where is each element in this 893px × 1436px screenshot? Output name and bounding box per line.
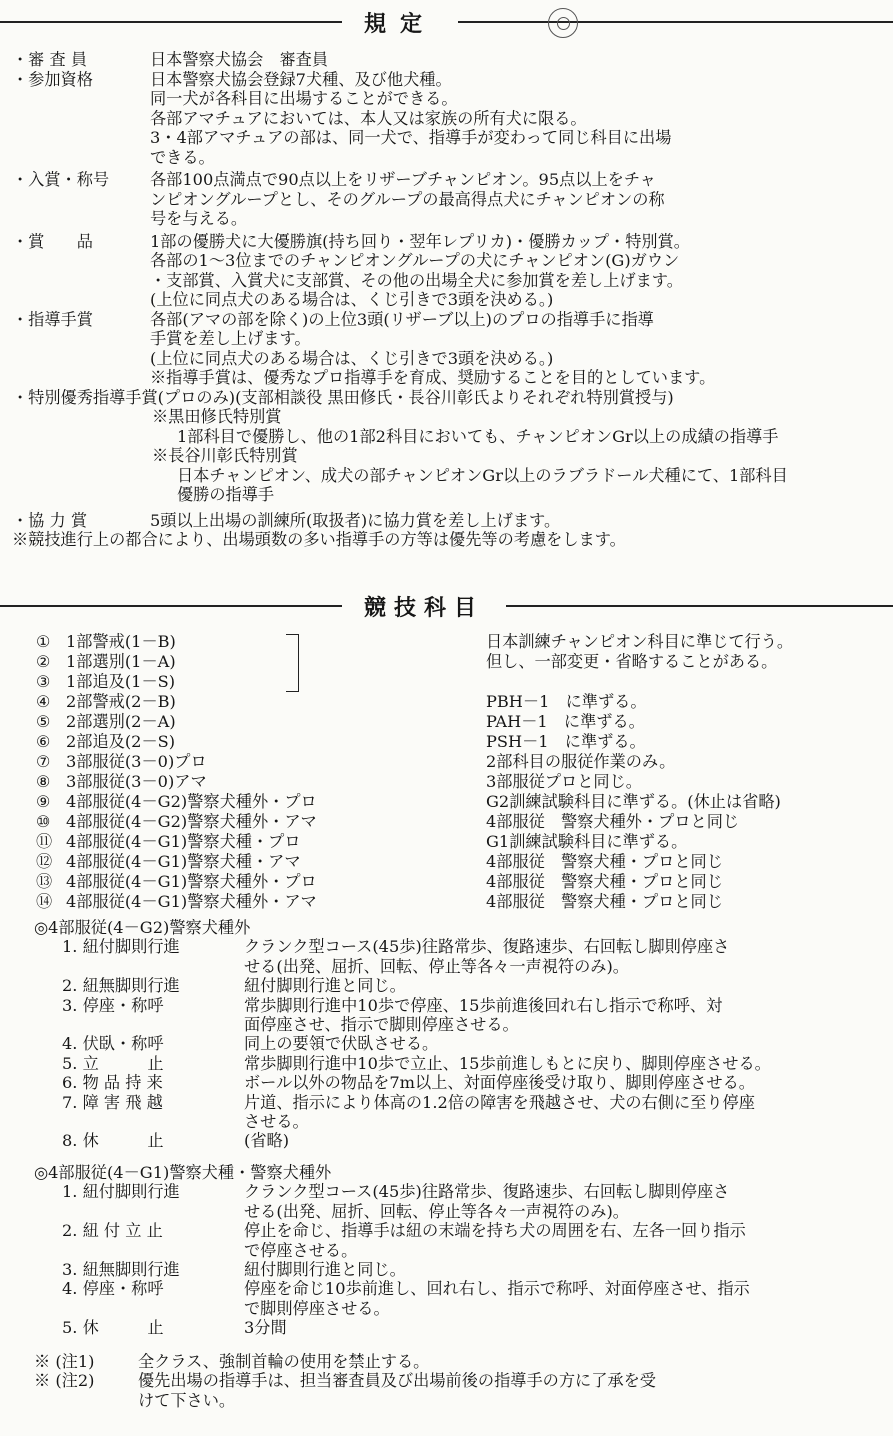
rule-item [12,70,887,168]
g1-item: 4. 停座・称呼 停座を命じ10歩前進し、回れ右し、指示で称呼、対面停座させ、指示 で脚則停座させる。 [62,1279,750,1318]
rule-text: (上位に同点犬のある場合は、くじ引きで3頭を決める。) [150,348,554,368]
rule-text: ンピオングループとし、そのグループの最高得点犬にチャンピオンの称 [150,189,665,209]
event-row: ② 1部選別(1－A) 但し、一部変更・省略することがある。 [36,652,778,671]
footnotes [34,1352,884,1410]
g1-section [34,1163,884,1338]
rule-text: 同一犬が各科目に出場することができる。 [150,89,458,108]
rule-text: ・支部賞、入賞犬に支部賞、その他の出場全犬に参加賞を差し上げます。 [150,270,683,290]
g1-item: 2. 紐 付 立 止 停止を命じ、指導手は紐の末端を持ち犬の周囲を右、左各一回り指示 で停座させる。 [62,1221,746,1260]
emblem-icon [548,8,578,38]
event-row: ⑫ 4部服従(4－G1)警察犬種・アマ 4部服従 警察犬種・プロと同じ [36,852,723,871]
g2-title: ◎4部服従(4－G2)警察犬種外 [34,918,251,937]
rule-text: (上位に同点犬のある場合は、くじ引きで3頭を決める。) [150,290,554,309]
rule-text: ※指導手賞は、優秀なプロ指導手を育成、奨励することを目的としています。 [150,368,716,387]
g2-section [34,918,884,1151]
rule-text: 3・4部アマチュアの部は、同一犬で、指導手が変わって同じ科目に出場 [150,128,672,147]
event-row: ⑪ 4部服従(4－G1)警察犬種・プロ G1訓練試験科目に準ずる。 [36,832,688,851]
g1-title: ◎4部服従(4－G1)警察犬種・警察犬種外 [34,1163,332,1182]
rule-text: 各部アマチュアにおいては、本人又は家族の所有犬に限る。 [150,108,587,128]
hasegawa-award-title: ※長谷川彰氏特別賞 [152,446,298,465]
section-header-rules [0,4,893,40]
general-note: ※競技進行上の都合により、出場頭数の多い指導手の方等は優先等の考慮をします。 [12,530,626,549]
g2-item: 7. 障 害 飛 越 片道、指示により体高の1.2倍の障害を飛越させ、犬の右側に至り停座 させる。 [62,1092,755,1132]
rules-list [12,50,887,550]
section-title-rules: 規定 [364,11,437,37]
event-row: ⑥ 2部追及(2－S) PSH－1 に準ずる。 [36,732,646,751]
rule-item [12,511,887,531]
rule-label: ・審 査 員 [12,50,88,69]
rule-text: 号を与える。 [150,209,248,228]
kuroda-award-title: ※黒田修氏特別賞 [152,407,282,426]
footnote: ※ (注1) 全クラス、強制首輪の使用を禁止する。 [34,1352,430,1371]
g2-item: 4. 伏臥・称呼 同上の要領で伏臥させる。 [62,1034,439,1054]
hasegawa-award-text: 優勝の指導手 [177,485,275,504]
g1-item: 3. 紐無脚則行進 紐付脚則行進と同じ。 [62,1260,406,1280]
event-row: ⑤ 2部選別(2－A) PAH－1 に準ずる。 [36,712,645,731]
special-award-line: ・特別優秀指導手賞(プロのみ)(支部相談役 黒田修氏・長谷川彰氏よりそれぞれ特別賞授与) [12,387,674,407]
event-row: ③ 1部追及(1－S) [36,672,176,691]
event-row: ⑬ 4部服従(4－G1)警察犬種外・プロ 4部服従 警察犬種・プロと同じ [36,872,723,891]
rule-text: 1部の優勝犬に大優勝旗(持ち回り・翌年レプリカ)・優勝カップ・特別賞。 [150,231,690,251]
g1-item: 1. 紐付脚則行進 クランク型コース(45歩)往路常歩、復路速歩、右回転し脚則停座さ せる(出発、屈折、回転、停止等各々一声視符のみ)。 [62,1182,730,1221]
rule-text: 各部の1～3位までのチャンピオングループの犬にチャンピオン(G)ガウン [150,251,680,270]
g1-item: 5. 休 止 3分間 [62,1318,287,1338]
rule-item [12,310,887,388]
events-list [36,632,876,912]
rule-text: 日本警察犬協会 審査員 [150,50,329,69]
rule-item [12,50,887,70]
footnote: ※ (注2) 優先出場の指導手は、担当審査員及び出場前後の指導手の方に了承を受 けて下さい。 [34,1371,656,1410]
rule-label: ・入賞・称号 [12,170,110,189]
section-title-events: 競技科目 [364,595,485,621]
event-row: ⑧ 3部服従(3－0)アマ 3部服従プロと同じ。 [36,772,642,791]
event-row: ⑩ 4部服従(4－G2)警察犬種外・アマ 4部服従 警察犬種外・プロと同じ [36,812,740,831]
event-row: ④ 2部警戒(2－B) PBH－1 に準ずる。 [36,692,647,711]
hasegawa-award-text: 日本チャンピオン、成犬の部チャンピオンGr以上のラブラドール犬種にて、1部科目 [177,465,788,485]
rule-text: 日本警察犬協会登録7犬種、及び他犬種。 [150,69,452,89]
g2-item: 8. 休 止 (省略) [62,1131,290,1151]
rule-text: 手賞を差し上げます。 [150,329,311,348]
rule-text: 5頭以上出場の訓練所(取扱者)に協力賞を差し上げます。 [150,510,561,530]
rule-label: ・賞 品 [12,231,93,251]
rule-text: 各部(アマの部を除く)の上位3頭(リザーブ以上)のプロの指導手に指導 [150,309,654,329]
bracket-line [286,634,299,692]
rule-label: ・指導手賞 [12,309,93,329]
g2-item: 1. 紐付脚則行進 クランク型コース(45歩)往路常歩、復路速歩、右回転し脚則停座さ せる(出発、屈折、回転、停止等各々一声視符のみ)。 [62,937,730,976]
event-row: ⑦ 3部服従(3－0)プロ 2部科目の服従作業のみ。 [36,752,676,771]
g2-item: 5. 立 止 常歩脚則行進中10歩で立止、15歩前進しもとに戻り、脚則停座させる。 [62,1053,771,1073]
rule-text: 各部100点満点で90点以上をリザーブチャンピオン。95点以上をチャ [150,170,656,189]
event-row: ⑭ 4部服従(4－G1)警察犬種外・アマ 4部服従 警察犬種・プロと同じ [36,892,723,911]
event-row: ⑨ 4部服従(4－G2)警察犬種外・プロ G2訓練試験科目に準ずる。(休止は省略) [36,792,781,811]
g2-item: 2. 紐無脚則行進 紐付脚則行進と同じ。 [62,976,406,996]
rule-label: ・協 力 賞 [12,510,88,530]
kuroda-award-text: 1部科目で優勝し、他の1部2科目においても、チャンピオンGr以上の成績の指導手 [177,426,779,446]
event-row: ① 1部警戒(1－B) 日本訓練チャンピオン科目に準じて行う。 [36,632,794,651]
rule-label: ・参加資格 [12,69,93,89]
rule-item [12,170,887,229]
rule-item [12,232,887,310]
g2-item: 6. 物 品 持 来 ボール以外の物品を7m以上、対面停座後受け取り、脚則停座させる。 [62,1073,755,1093]
section-header-events [0,588,893,624]
g2-item: 3. 停座・称呼 常歩脚則行進中10歩で停座、15歩前進後回れ右し指示で称呼、対 面停座させ、指示で脚則停座させる。 [62,995,723,1035]
rule-text: できる。 [150,147,215,167]
